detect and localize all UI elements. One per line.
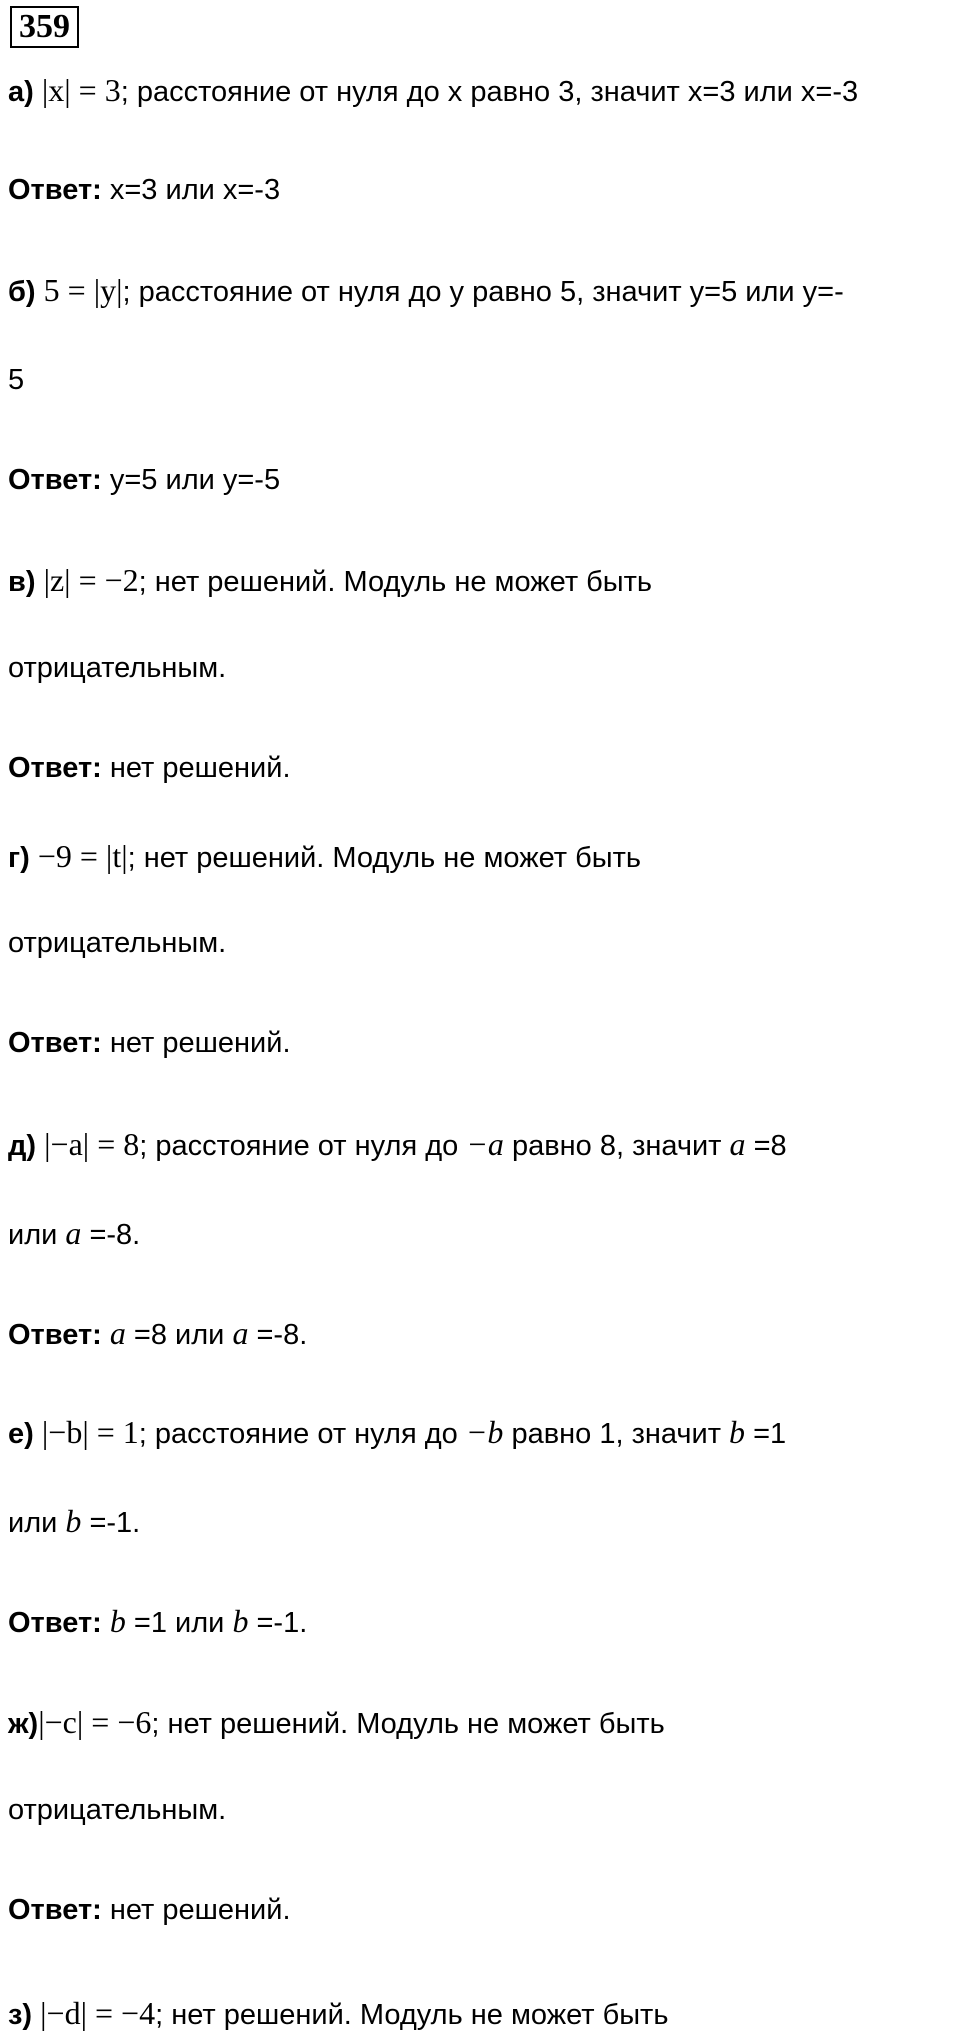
problem-number: 359 (10, 6, 79, 48)
item-v-text: ; нет решений. Модуль не может быть (138, 566, 653, 598)
item-z-text: ; нет решений. Модуль не может быть (155, 1999, 669, 2031)
item-b-equation: 5 = |y| (43, 272, 123, 308)
item-e-text-cont: или (8, 1507, 66, 1539)
item-e-line-2 (8, 1503, 140, 1541)
item-g-answer (8, 1025, 291, 1061)
item-g-equation: −9 = |t| (37, 838, 128, 874)
item-g-text: ; нет решений. Модуль не может быть (127, 842, 641, 874)
answer-label: Ответ: (8, 174, 102, 206)
item-e-equation: |−b| = 1 (41, 1414, 139, 1450)
item-z-equation: |−d| = −4 (40, 1995, 156, 2031)
answer-text: х=3 или х=-3 (101, 174, 281, 206)
item-b-text-cont: 5 (8, 364, 25, 396)
item-a-answer (8, 172, 280, 208)
answer-label: Ответ: (8, 1607, 102, 1639)
answer-text: =-8. (248, 1319, 308, 1351)
item-z-line (8, 1995, 668, 2033)
answer-var: b (232, 1603, 249, 1639)
item-b-label: б) (8, 276, 36, 308)
item-d-equation: |−a| = 8 (44, 1126, 140, 1162)
item-zh-line-2 (8, 1792, 226, 1828)
answer-var: b (109, 1603, 126, 1639)
item-a-label: а) (8, 76, 34, 108)
item-g-line-2 (8, 925, 226, 961)
answer-label: Ответ: (8, 752, 102, 784)
answer-var: a (232, 1315, 249, 1351)
item-g-label: г) (8, 842, 30, 874)
item-d-var: a (65, 1215, 82, 1251)
item-zh-text-cont: отрицательным. (8, 1794, 227, 1826)
item-g-line (8, 838, 641, 876)
item-a-text: ; расстояние от нуля до х равно 3, значит х=3 или х=-3 (120, 76, 859, 108)
answer-text: нет решений. (101, 752, 291, 784)
item-e-answer (8, 1603, 307, 1641)
answer-var: a (109, 1315, 126, 1351)
item-e-label: е) (8, 1418, 34, 1450)
item-d-var: −a (466, 1126, 504, 1162)
answer-text: =-1. (248, 1607, 308, 1639)
item-d-label: д) (8, 1130, 37, 1162)
item-d-line-2 (8, 1215, 140, 1253)
answer-text: =8 или (125, 1319, 233, 1351)
item-zh-equation: |−c| = −6 (38, 1704, 152, 1740)
item-zh-label: ж) (8, 1708, 39, 1740)
item-v-text-cont: отрицательным. (8, 652, 227, 684)
item-d-text-cont-b: =-8. (81, 1219, 141, 1251)
item-d-text-a: ; расстояние от нуля до (139, 1130, 467, 1162)
item-g-text-cont: отрицательным. (8, 927, 227, 959)
item-zh-text: ; нет решений. Модуль не может быть (151, 1708, 665, 1740)
item-d-text-c: =8 (745, 1130, 787, 1162)
item-e-text-cont-b: =-1. (81, 1507, 141, 1539)
answer-label: Ответ: (8, 1319, 102, 1351)
item-d-var: a (729, 1126, 746, 1162)
answer-text: нет решений. (101, 1027, 291, 1059)
item-e-var: b (65, 1503, 82, 1539)
answer-text: у=5 или у=-5 (101, 464, 281, 496)
item-b-text: ; расстояние от нуля до у равно 5, значит у=5 или у=- (122, 276, 844, 308)
item-b-line (8, 272, 844, 310)
item-z-label: з) (8, 1999, 33, 2031)
answer-text: =1 или (125, 1607, 233, 1639)
item-v-line (8, 562, 652, 600)
answer-label: Ответ: (8, 1027, 102, 1059)
item-d-text-b: равно 8, значит (503, 1130, 730, 1162)
item-e-var: b (729, 1414, 746, 1450)
item-a-equation: |x| = 3 (41, 72, 121, 108)
item-e-text-c: =1 (745, 1418, 787, 1450)
item-v-label: в) (8, 566, 36, 598)
item-b-answer (8, 462, 280, 498)
item-v-answer (8, 750, 291, 786)
answer-label: Ответ: (8, 1894, 102, 1926)
item-d-line (8, 1126, 787, 1164)
item-zh-line (8, 1704, 665, 1742)
item-e-var: −b (465, 1414, 504, 1450)
item-e-text-a: ; расстояние от нуля до (138, 1418, 466, 1450)
item-d-answer (8, 1315, 307, 1353)
item-e-text-b: равно 1, значит (503, 1418, 730, 1450)
item-a-line (8, 72, 858, 110)
item-d-text-cont: или (8, 1219, 66, 1251)
item-zh-answer (8, 1892, 291, 1928)
answer-text: нет решений. (101, 1894, 291, 1926)
item-v-line-2 (8, 650, 226, 686)
item-b-line-2 (8, 362, 24, 398)
answer-label: Ответ: (8, 464, 102, 496)
item-e-line (8, 1414, 786, 1452)
item-v-equation: |z| = −2 (43, 562, 139, 598)
